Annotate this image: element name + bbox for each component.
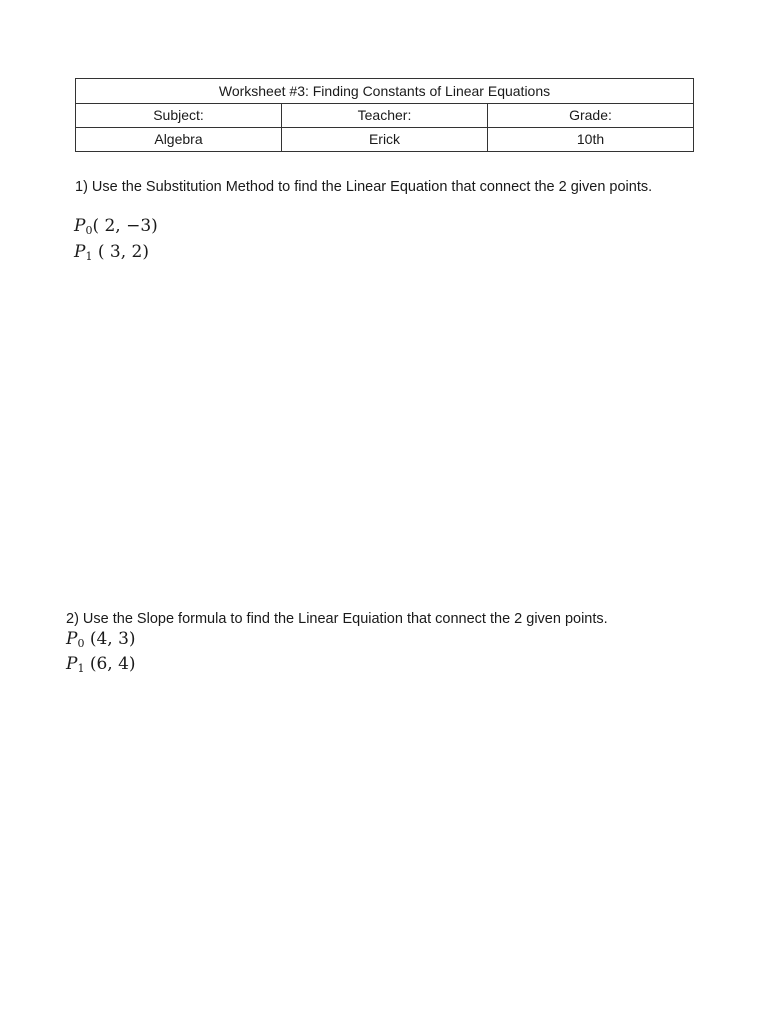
point-subscript: 0 [77, 637, 85, 650]
header-title-row [76, 79, 694, 104]
point-coordinates: (4, 3) [84, 629, 136, 649]
question-2-point-p0 [66, 629, 136, 650]
point-coordinates: ( 2, −3) [92, 216, 158, 236]
grade-value: 10th [488, 128, 694, 152]
point-subscript: 0 [85, 224, 93, 237]
question-1-point-p0 [74, 216, 158, 237]
worksheet-header-table [75, 78, 694, 152]
header-values-row [76, 128, 694, 152]
point-letter: P [66, 654, 78, 674]
point-letter: P [66, 629, 78, 649]
worksheet-title: Worksheet #3: Finding Constants of Linear Equations [76, 79, 694, 104]
question-1-point-p1 [74, 242, 149, 263]
header-labels-row [76, 104, 694, 128]
point-subscript: 1 [85, 250, 93, 263]
question-2-point-p1 [66, 654, 136, 675]
point-coordinates: (6, 4) [84, 654, 136, 674]
point-coordinates: ( 3, 2) [92, 242, 149, 262]
grade-label: Grade: [488, 104, 694, 128]
question-2-text: 2) Use the Slope formula to find the Linear Equiation that connect the 2 given points. [66, 611, 608, 627]
teacher-value: Erick [282, 128, 488, 152]
subject-value: Algebra [76, 128, 282, 152]
point-letter: P [74, 216, 86, 236]
subject-label: Subject: [76, 104, 282, 128]
teacher-label: Teacher: [282, 104, 488, 128]
question-1-text: 1) Use the Substitution Method to find the Linear Equation that connect the 2 given points. [75, 179, 653, 195]
point-subscript: 1 [77, 662, 85, 675]
point-letter: P [74, 242, 86, 262]
